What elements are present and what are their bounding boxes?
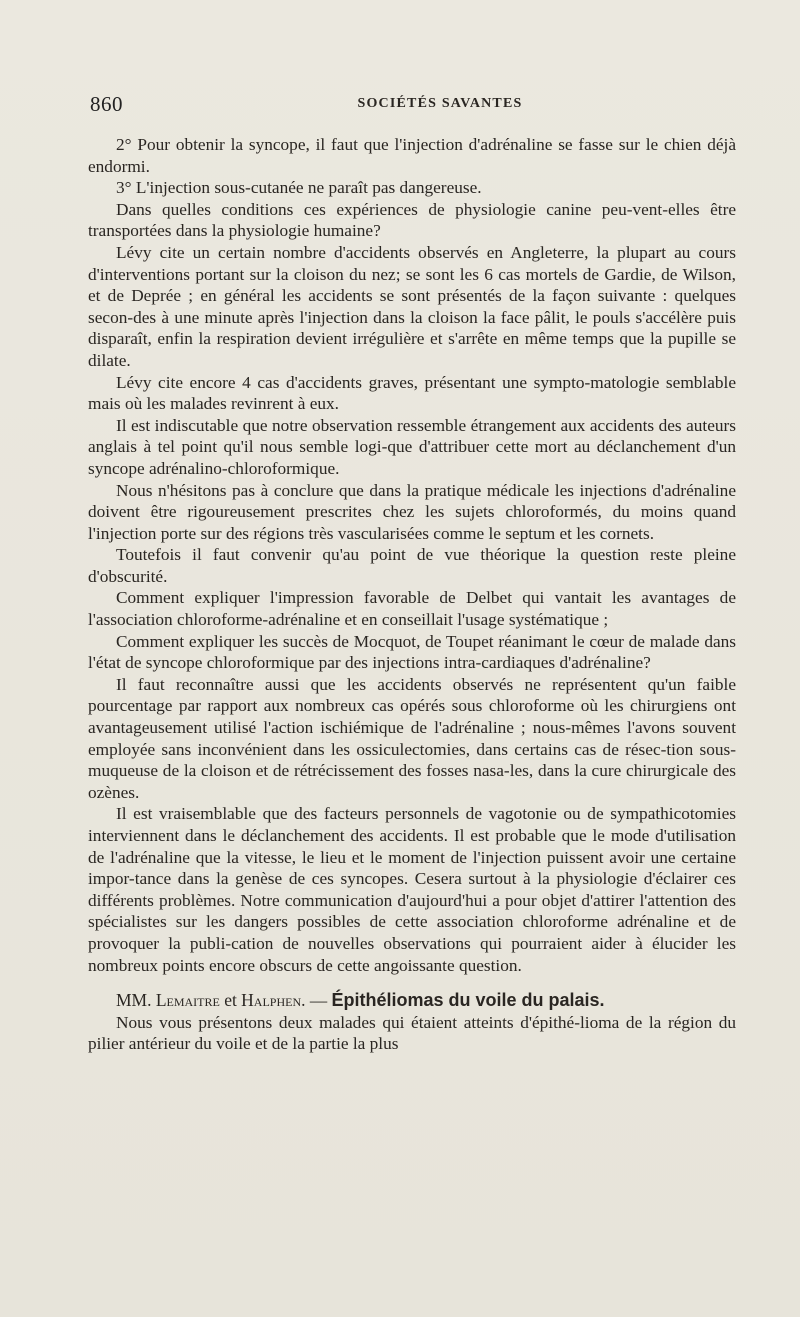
paragraph: Il faut reconnaître aussi que les accidents observés ne représentent qu'un faible pourcentage par rapport aux nombreux cas opérés sous chloroforme où les chirurgiens ont avantageusement utilisé l'action ischiémique de l'adrénaline ; nous-mêmes l'avons souvent employée sans inconvénient dans les ossiculectomies, dans certains cas de résec-tion sous-muqueuse de la cloison et de rétrécissement des fosses nasa-les, dans la cure chirurgicale des ozènes. (88, 674, 736, 802)
paragraph: Nous n'hésitons pas à conclure que dans la pratique médicale les injections d'adrénaline doivent être rigoureusement prescrites chez les sujets chloroformés, du moins quand l'injection porte sur des régions très vascularisées comme le septum et les cornets. (88, 480, 736, 543)
paragraph: Toutefois il faut convenir qu'au point de vue théorique la question reste pleine d'obscurité. (88, 545, 736, 586)
page-number: 860 (90, 92, 123, 116)
heading-dash: — (309, 991, 328, 1011)
paragraph: Lévy cite encore 4 cas d'accidents graves, présentant une sympto-matologie semblable mais où les malades revinrent à eux. (88, 372, 736, 414)
page-header (90, 92, 730, 118)
paragraph: Comment expliquer les succès de Mocquot, de Toupet réanimant le cœur de malade dans l'état de syncope chloroformique par des injections intra-cardiaques d'adrénaline? (88, 631, 736, 673)
author-connector: et (224, 990, 237, 1011)
author-name: Halphen. (241, 990, 306, 1011)
section-title: Épithéliomas du voile du palais. (331, 990, 605, 1011)
section-heading (88, 990, 736, 1012)
paragraph: 3° L'injection sous-cutanée ne paraît pas dangereuse. (116, 178, 482, 198)
heading-prefix: MM. (116, 990, 152, 1011)
paragraph: Comment expliquer l'impression favorable de Delbet qui vantait les avantages de l'association chloroforme-adrénaline et en conseillait l'usage systématique ; (88, 588, 736, 630)
author-name: Lemaitre (155, 990, 220, 1011)
body-text (88, 134, 736, 1055)
paragraph: Dans quelles conditions ces expériences de physiologie canine peu-vent-elles être transportées dans la physiologie humaine? (88, 199, 736, 241)
paragraph: Il est indiscutable que notre observation ressemble étrangement aux accidents des auteurs anglais à tel point qu'il nous semble logi-que d'attribuer cette mort au déclanchement d'un syncope adrénalino-chloroformique. (88, 415, 736, 478)
running-head: SOCIÉTÉS SAVANTES (357, 96, 523, 111)
paragraph: Il est vraisemblable que des facteurs personnels de vagotonie ou de sympathicotomies interviennent dans le déclanchement des accidents. Il est probable que le mode d'utilisation de l'adrénaline que la vitesse, le lieu et le moment de l'injection puissent avoir une certaine impor-tance dans la genèse de ces syncopes. Cesera surtout à la physiologie d'éclairer ces différents problèmes. Notre communication d'aujourd'hui a pour objet d'attirer l'attention des spécialistes sur les dangers possibles de cette association chloroforme adrénaline et de provoquer la publi-cation de nouvelles observations qui pourraient aider à élucider les nombreux points encore obscurs de cette angoissante question. (88, 804, 736, 975)
paragraph: Lévy cite un certain nombre d'accidents observés en Angleterre, la plupart au cours d'interventions portant sur la cloison du nez; se sont les 6 cas mortels de Gardie, de Wilson, et de Deprée ; en général les accidents se sont présentés de la façon suivante : quelques secon-des à une minute après l'injection dans la cloison la face pâlit, le pouls s'accélère puis disparaît, enfin la respiration devient irrégulière et s'arrête en même temps que la pupille se dilate. (88, 242, 736, 370)
paragraph: Nous vous présentons deux malades qui étaient atteints d'épithé-lioma de la région du pilier antérieur du voile et de la partie la plus (88, 1012, 736, 1054)
paragraph: 2° Pour obtenir la syncope, il faut que l'injection d'adrénaline se fasse sur le chien déjà endormi. (88, 135, 736, 176)
